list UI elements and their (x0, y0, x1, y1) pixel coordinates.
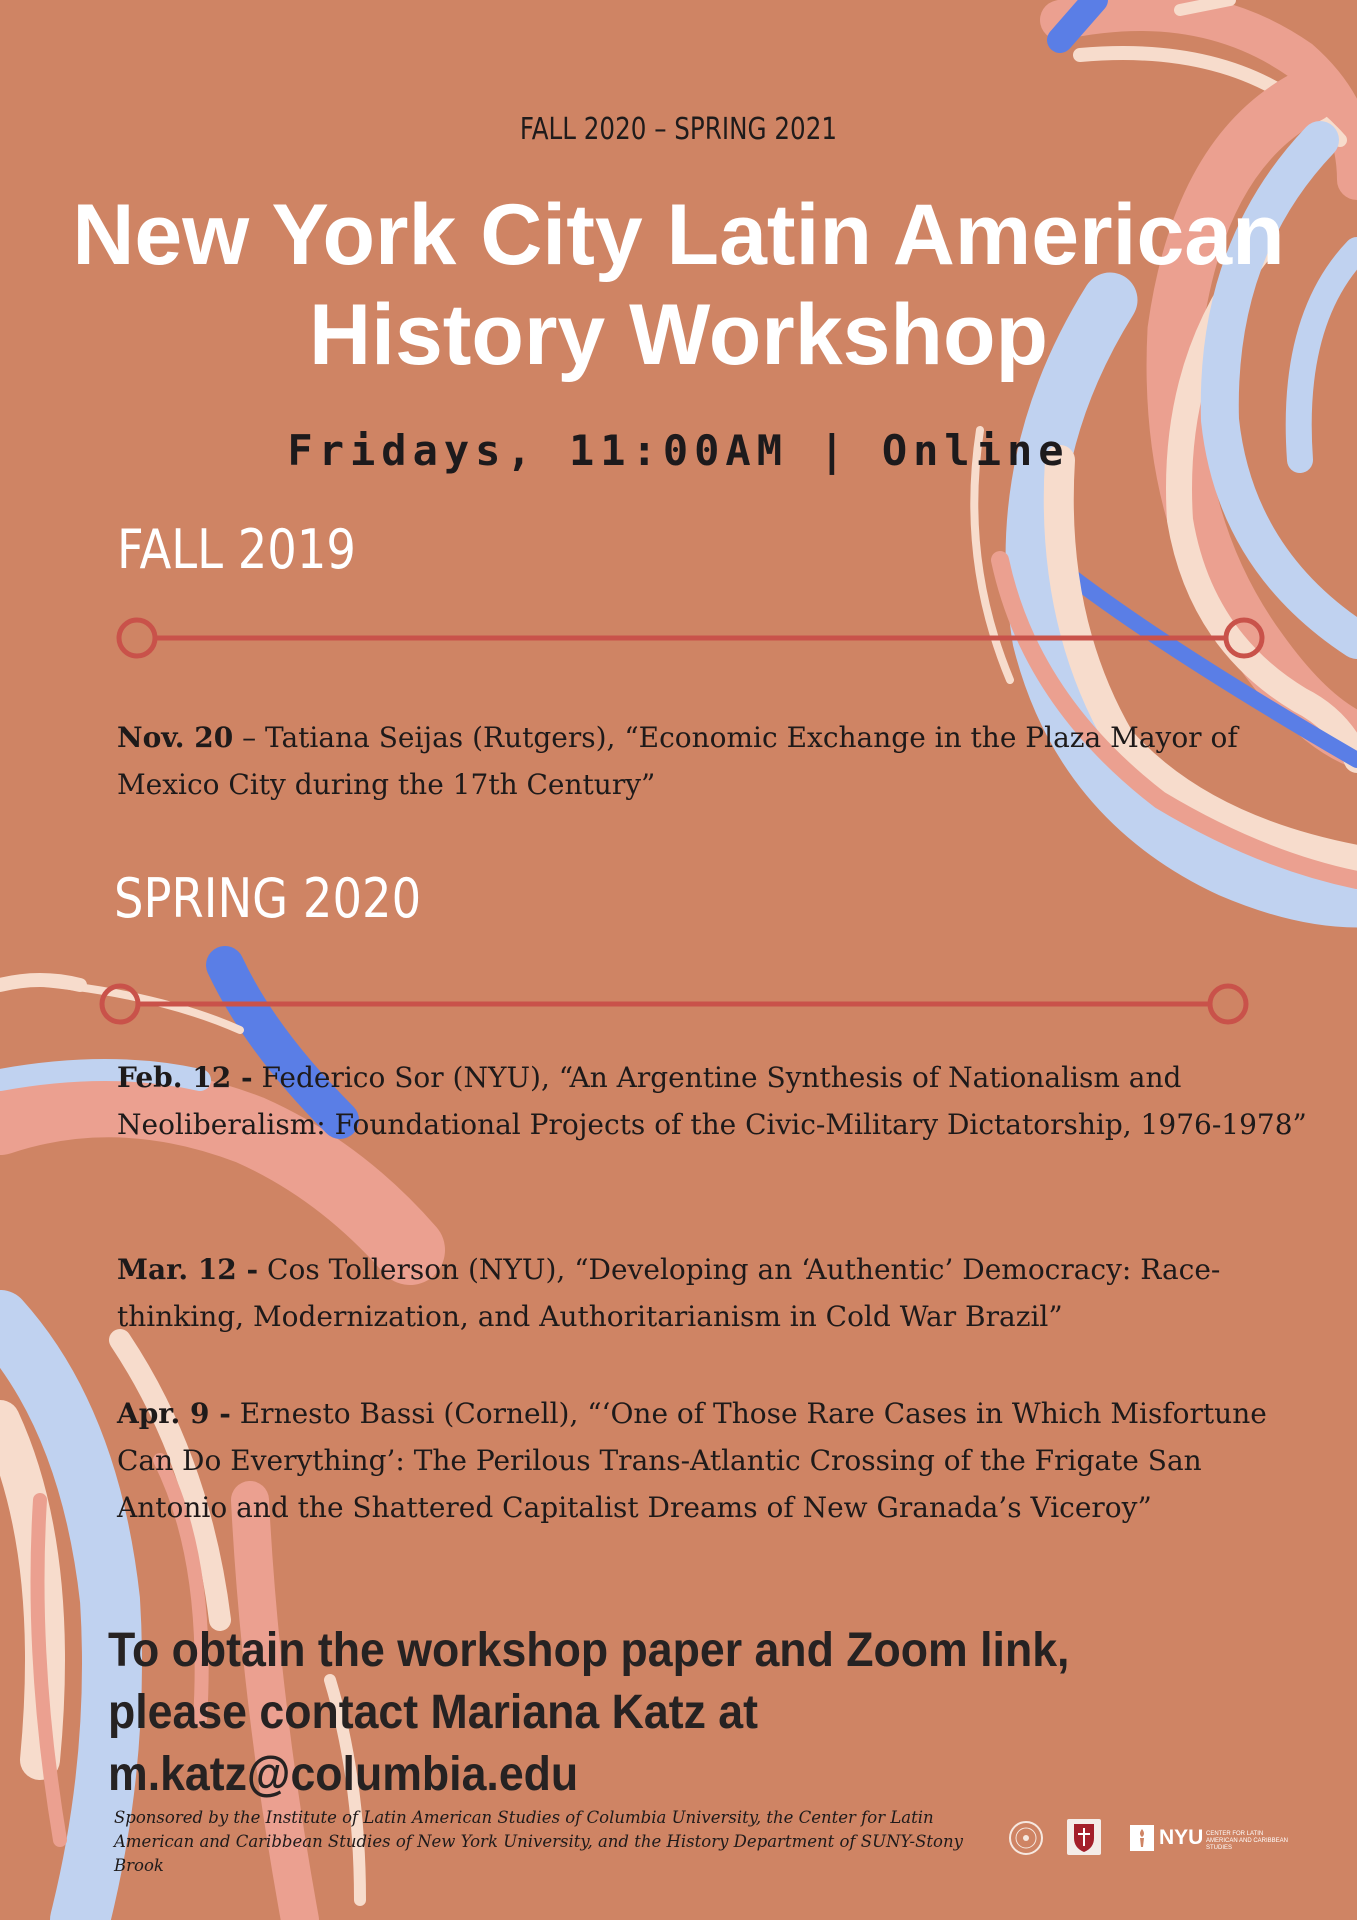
nyu-torch-icon (1130, 1825, 1154, 1851)
event-description: Ernesto Bassi (Cornell), “‘One of Those Rare Cases in Which Misfortune Can Do Everything’: The Perilous Trans-Atlantic Crossing of the Frigate San Antonio and the Shattered Capitalist Dreams of New Granada’s Viceroy” (117, 1397, 1267, 1524)
nyu-center-name: CENTER FOR LATIN AMERICAN AND CARIBBEAN STUDIES (1206, 1831, 1289, 1851)
nyu-logo (1130, 1825, 1298, 1853)
contact-line: please contact Mariana Katz at m.katz@columbia.edu (108, 1686, 758, 1801)
sponsor-note: Sponsored by the Institute of Latin American Studies of Columbia University, the Center for Latin American and Caribbean Studies of New York University, and the History Department of SUNY-Stony Brook (114, 1808, 963, 1875)
schedule-line: Fridays, 11:00AM | Online (287, 426, 1070, 475)
event-item (117, 714, 1307, 808)
page-title: New York City Latin American History Workshop (72, 187, 1285, 383)
event-description: – Tatiana Seijas (Rutgers), “Economic Exchange in the Plaza Mayor of Mexico City during the 17th Century” (117, 721, 1238, 801)
contact-callout (108, 1620, 1224, 1806)
section-heading-spring: SPRING 2020 (114, 867, 422, 930)
nyu-wordmark: NYU (1159, 1826, 1204, 1849)
columbia-seal-icon (1008, 1820, 1044, 1856)
section-heading-fall: FALL 2019 (117, 518, 356, 581)
event-date: Nov. 20 (117, 721, 234, 754)
stony-brook-shield-icon (1066, 1818, 1102, 1856)
event-date: Apr. 9 - (117, 1397, 231, 1430)
event-item (117, 1246, 1307, 1340)
event-item (117, 1390, 1307, 1531)
event-item (117, 1054, 1307, 1148)
contact-line: To obtain the workshop paper and Zoom link, (108, 1624, 1070, 1677)
event-date: Mar. 12 - (117, 1253, 259, 1286)
event-date: Feb. 12 - (117, 1061, 253, 1094)
event-description: Federico Sor (NYU), “An Argentine Synthesis of Nationalism and Neoliberalism: Foundational Projects of the Civic-Military Dictatorship, 1976-1978” (117, 1061, 1307, 1141)
event-description: Cos Tollerson (NYU), “Developing an ‘Authentic’ Democracy: Race-thinking, Modernization, and Authoritarianism in Cold War Brazil” (117, 1253, 1221, 1333)
term-range: FALL 2020 – SPRING 2021 (519, 112, 838, 147)
